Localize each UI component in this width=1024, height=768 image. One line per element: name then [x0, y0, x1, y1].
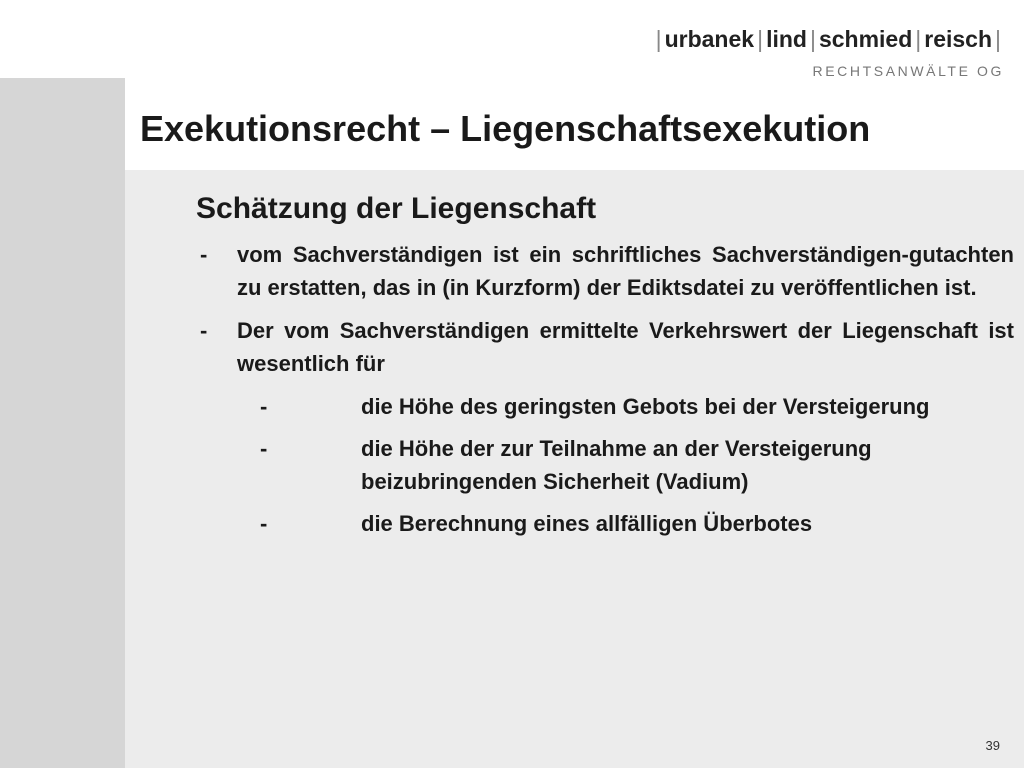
- sidebar-strip: [0, 78, 125, 768]
- logo-name-reisch: reisch: [924, 26, 993, 52]
- subbullet-marker: -: [260, 436, 268, 461]
- bullet-marker: -: [200, 242, 208, 267]
- logo-names: [653, 26, 1004, 53]
- logo-separator: |: [995, 26, 1001, 52]
- bullet-text: vom Sachverständigen ist ein schriftliches Sachverständigen-gutachten zu erstatten, das in (in Kurzform) der Ediktsdatei zu veröffentlichen ist.: [237, 242, 1014, 300]
- slide-body: [196, 192, 1014, 549]
- subbullet-text: die Höhe der zur Teilnahme an der Versteigerung beizubringenden Sicherheit (Vadium): [361, 436, 872, 494]
- logo-separator: |: [809, 26, 816, 52]
- logo-name-urbanek: urbanek: [664, 26, 755, 52]
- slide-title: Exekutionsrecht – Liegenschaftsexekution: [140, 108, 871, 149]
- subbullet-item: [196, 390, 1014, 423]
- subbullet-item: [196, 432, 1014, 498]
- company-logo: [653, 26, 1004, 79]
- subbullet-item: [196, 507, 1014, 540]
- subbullet-text: die Höhe des geringsten Gebots bei der Versteigerung: [361, 394, 930, 419]
- subbullet-marker: -: [260, 511, 268, 536]
- section-heading: Schätzung der Liegenschaft: [196, 192, 597, 225]
- bullet-text: Der vom Sachverständigen ermittelte Verkehrswert der Liegenschaft ist wesentlich für: [237, 318, 1014, 376]
- subbullet-marker: -: [260, 394, 268, 419]
- logo-name-lind: lind: [766, 26, 807, 52]
- logo-separator: |: [757, 26, 764, 52]
- bullet-item: [196, 238, 1014, 304]
- page-number: 39: [985, 738, 1000, 753]
- bullet-marker: -: [200, 318, 208, 343]
- logo-tagline: RECHTSANWÄLTE OG: [812, 63, 1004, 79]
- bullet-item: [196, 314, 1014, 380]
- logo-separator: |: [655, 26, 662, 52]
- logo-name-schmied: schmied: [818, 26, 913, 52]
- subbullet-text: die Berechnung eines allfälligen Überbotes: [361, 511, 813, 536]
- logo-separator: |: [915, 26, 922, 52]
